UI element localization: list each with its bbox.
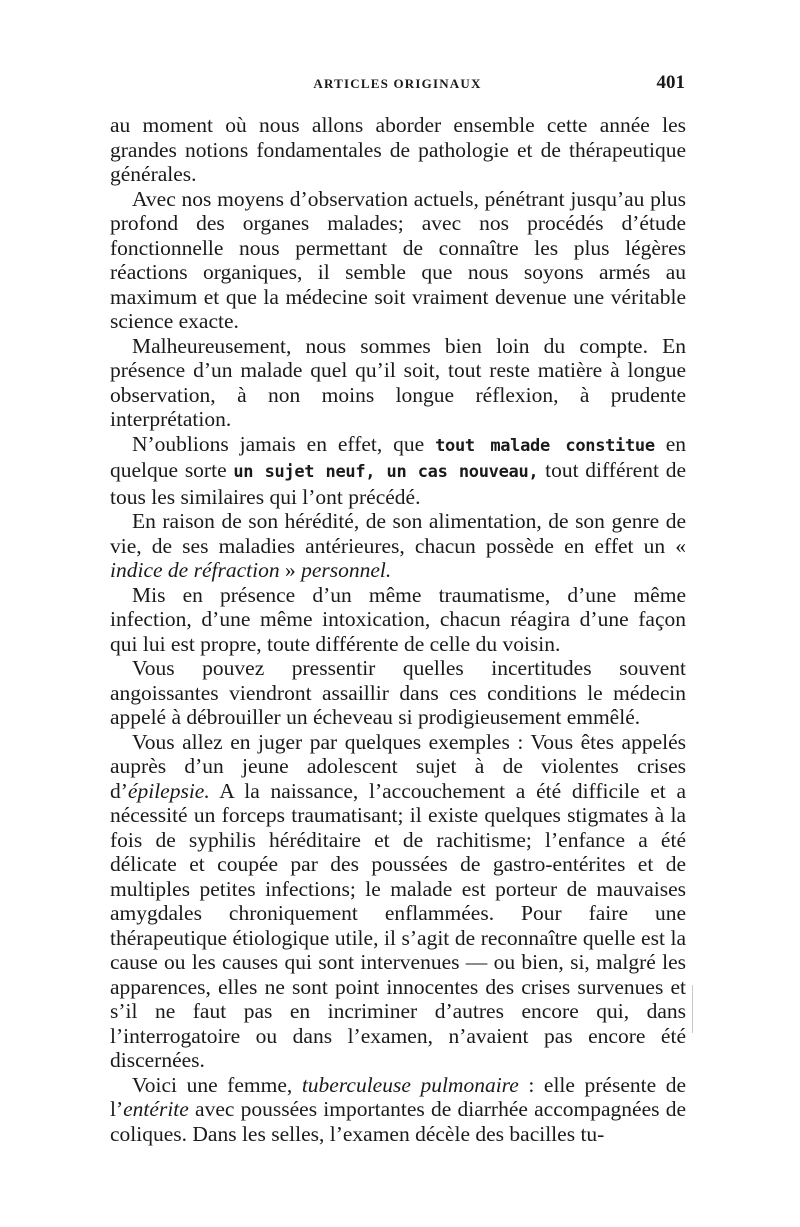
p9-italic-1: tuberculeuse pulmonaire xyxy=(301,1072,519,1097)
paragraph-8 xyxy=(110,730,686,1073)
p5-italic-2: personnel. xyxy=(301,558,392,582)
p4-text-a: N’oublions jamais en effet, que xyxy=(132,431,436,456)
p9-text-e: avec poussées importantes de diarrhée accompagnées de coliques. Dans les selles, l’examen décèle des bacilles tu- xyxy=(110,1097,686,1146)
margin-mark xyxy=(692,985,693,1033)
paragraph-3: Malheureusement, nous sommes bien loin du compte. En présence d’un malade quel qu’il soit, tout reste matière à longue observation, à non moins longue réflexion, à prudente interprétation. xyxy=(110,333,686,431)
paragraph-7: Vous pouvez pressentir quelles incertitudes souvent angoissantes viendront assaillir dans ces conditions le médecin appelé à débrouiller un écheveau si prodigieusement emmêlé. xyxy=(110,656,686,729)
p9-text-a: Voici une femme, xyxy=(132,1072,302,1097)
paragraph-2: Avec nos moyens d’observation actuels, pénétrant jusqu’au plus profond des organes malades; avec nos procédés d’étude fonctionnelle nous permettant de connaître les plus légères réactions organiques, il semble que nous soyons armés au maximum et que la médecine soit vraiment devenue une véritable science exacte. xyxy=(110,186,686,333)
page-number: 401 xyxy=(656,72,685,93)
p8-text-c: A la naissance, l’accouchement a été difficile et a nécessité un forceps traumatisant; il existe quelques stigmates à la fois de syphilis héréditaire et de rachitisme; l’enfance a été délicate et coupée par des poussées de gastro-entérites et de multiples petites infections; le malade est porteur de mauvaises amygdales chroniquement enflammées. Pour faire une thérapeutique étiologique utile, il s’agit de reconnaître quelle est la cause ou les causes qui sont intervenues — ou bien, si, malgré les apparences, elles ne sont point innocentes des crises survenues et s’il ne faut pas en incriminer d’autres encore qui, dans l’interrogatoire ou dans l’examen, n’avaient pas encore été discernées. xyxy=(110,778,686,1072)
p4-emphasis-1: tout malade constitue xyxy=(435,435,655,456)
p5-italic-1: indice de réfraction xyxy=(110,558,280,582)
p5-text-c: » xyxy=(279,558,302,582)
running-title: ARTICLES ORIGINAUX xyxy=(313,76,482,91)
paragraph-5 xyxy=(110,509,686,583)
p8-text-a: Vous allez en juger par quelques exemples : Vous êtes appelés auprès d’un jeune adolescent sujet à de violentes crises d’ xyxy=(110,729,686,803)
p4-emphasis-2: un sujet neuf, un cas nouveau, xyxy=(233,462,539,482)
running-head xyxy=(110,72,685,96)
paragraph-9 xyxy=(110,1073,686,1147)
body-text xyxy=(110,113,686,1146)
paragraph-6: Mis en présence d’un même traumatisme, d’une même infection, d’une même intoxication, chacun réagira d’une façon qui lui est propre, toute différente de celle du voisin. xyxy=(110,582,686,656)
p4-text-c: en quelque sorte xyxy=(110,431,687,482)
p8-italic: épilepsie. xyxy=(127,778,210,803)
paragraph-4 xyxy=(110,432,686,510)
p4-text-e: tout différent de tous les similaires qui l’ont précédé. xyxy=(110,458,686,509)
p5-text-a: En raison de son hérédité, de son alimentation, de son genre de vie, de ses maladies antérieures, chacun possède en effet un « xyxy=(110,509,686,558)
p9-italic-2: entérite xyxy=(123,1097,189,1121)
p9-text-c: : elle présente de l’ xyxy=(110,1072,687,1121)
paragraph-1: au moment où nous allons aborder ensemble cette année les grandes notions fondamentales de pathologie et de thérapeutique générales. xyxy=(110,113,686,186)
